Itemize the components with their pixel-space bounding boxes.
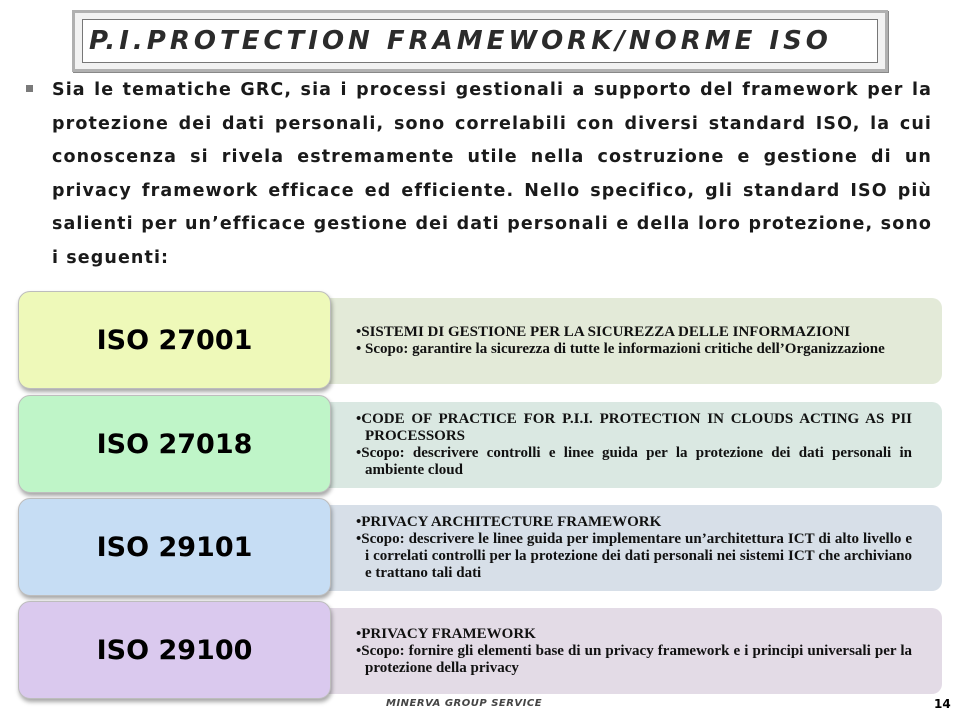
title-inner-box (82, 19, 878, 63)
standard-row-iso-27018 (0, 395, 960, 495)
standard-name: ISO 27001 (96, 324, 253, 356)
standard-scope-bullet: •Scopo: descrivere controlli e linee guida per la protezione dei dati personali in ambiente cloud (356, 445, 912, 478)
standard-title-bullet: •CODE OF PRACTICE FOR P.I.I. PROTECTION IN CLOUDS ACTING AS PII PROCESSORS (356, 411, 912, 444)
standard-scope-bullet: • Scopo: garantire la sicurezza di tutte le informazioni critiche dell’Organizzazione (356, 341, 885, 357)
page-title: P.I.PROTECTION FRAMEWORK/NORME ISO (89, 26, 832, 56)
page-number: 14 (934, 697, 951, 711)
standard-label-box (18, 601, 331, 699)
standard-description (312, 298, 942, 384)
square-bullet-icon (26, 85, 33, 92)
standard-scope-bullet: •Scopo: fornire gli elementi base di un privacy framework e i principi universali per la protezione della privacy (356, 642, 912, 676)
standard-row-iso-27001 (0, 291, 960, 391)
standard-scope-bullet: •Scopo: descrivere le linee guida per implementare un’architettura ICT di alto livello e i correlati controlli per la protezione dei dati personali nei sistemi ICT che archiviano e trattano tali dati (356, 531, 912, 581)
intro-text: Sia le tematiche GRC, sia i processi gestionali a supporto del framework per la protezione dei dati personali, sono correlabili con diversi standard ISO, la cui conoscenza si rivela estremamente utile nella costruzione e gestione di un privacy framework efficace ed efficiente. Nello specifico, gli standard ISO più salienti per un’efficace gestione dei dati personali e della loro protezione, sono i seguenti: (52, 80, 932, 268)
standard-title-bullet: •PRIVACY ARCHITECTURE FRAMEWORK (356, 514, 662, 530)
intro-bullet (26, 74, 932, 276)
standard-label-box (18, 498, 331, 596)
standard-description (312, 608, 942, 694)
standard-label-box (18, 395, 331, 493)
standard-description (312, 505, 942, 591)
title-frame (72, 10, 888, 72)
standard-row-iso-29100 (0, 601, 960, 701)
standard-label-box (18, 291, 331, 389)
standard-name: ISO 29101 (96, 531, 253, 563)
standard-row-iso-29101 (0, 498, 960, 598)
standard-description (312, 402, 942, 488)
standard-name: ISO 27018 (96, 428, 253, 460)
standard-title-bullet: •PRIVACY FRAMEWORK (356, 625, 536, 642)
standard-name: ISO 29100 (96, 634, 253, 666)
standard-title-bullet: •SISTEMI DI GESTIONE PER LA SICUREZZA DELLE INFORMAZIONI (356, 324, 851, 340)
footer-company: MINERVA GROUP SERVICE (386, 698, 543, 709)
